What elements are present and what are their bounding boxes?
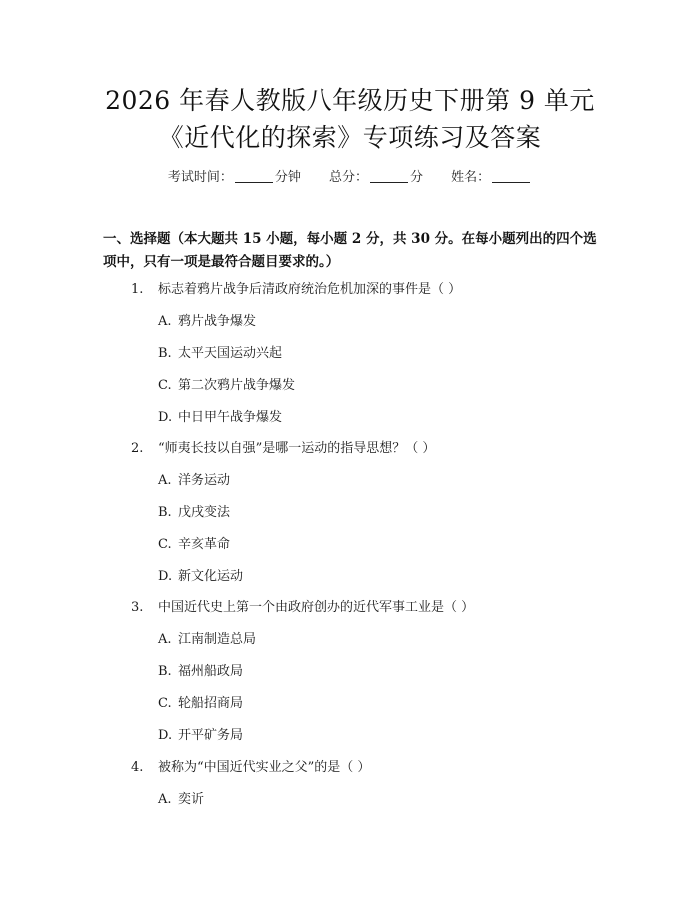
- question-2-option-d: [158, 568, 243, 586]
- option-text: 新文化运动: [178, 569, 244, 584]
- question-2: [131, 440, 435, 458]
- question-2-option-b: [158, 504, 230, 522]
- option-text: 开平矿务局: [178, 728, 244, 743]
- option-letter: D.: [158, 728, 173, 743]
- option-letter: A.: [158, 473, 172, 488]
- question-text: 被称为“中国近代实业之父”的是（ ）: [158, 760, 371, 775]
- option-letter: B.: [158, 505, 172, 520]
- question-3-option-a: [158, 631, 256, 649]
- question-1-option-d: [158, 409, 282, 427]
- option-letter: B.: [158, 346, 172, 361]
- question-number: 2.: [131, 441, 144, 456]
- exam-meta-row: [0, 169, 700, 187]
- student-name-label: 姓名：: [451, 170, 491, 185]
- question-number: 4.: [131, 760, 144, 775]
- question-1-option-b: [158, 345, 282, 363]
- section-heading-line2: 项中，只有一项是最符合题目要求的。）: [103, 254, 340, 270]
- option-letter: A.: [158, 314, 172, 329]
- question-4-option-a: [158, 791, 204, 809]
- question-3-option-c: [158, 695, 243, 713]
- option-text: 第二次鸦片战争爆发: [178, 378, 296, 393]
- option-text: 鸦片战争爆发: [178, 314, 257, 329]
- total-score-unit: 分: [410, 170, 424, 185]
- exam-time-field: [168, 169, 301, 187]
- option-letter: D.: [158, 410, 173, 425]
- question-number: 3.: [131, 600, 144, 615]
- document-title-line2: 《近代化的探索》专项练习及答案: [158, 123, 542, 152]
- option-text: 戊戌变法: [178, 505, 231, 520]
- document-title-line1: 2026 年春人教版八年级历史下册第 9 单元: [105, 86, 595, 115]
- total-score-blank: [370, 169, 408, 183]
- option-text: 辛亥革命: [178, 537, 231, 552]
- option-text: 福州船政局: [178, 664, 244, 679]
- option-text: 中日甲午战争爆发: [178, 410, 283, 425]
- question-2-option-a: [158, 472, 230, 490]
- question-3: [131, 599, 474, 617]
- option-text: 洋务运动: [178, 473, 231, 488]
- question-text: 标志着鸦片战争后清政府统治危机加深的事件是（ ）: [158, 282, 462, 297]
- question-1-option-c: [158, 377, 295, 395]
- question-1-option-a: [158, 313, 256, 331]
- question-2-option-c: [158, 536, 230, 554]
- option-letter: B.: [158, 664, 172, 679]
- student-name-blank: [492, 169, 530, 183]
- question-text: 中国近代史上第一个由政府创办的近代军事工业是（ ）: [158, 600, 475, 615]
- option-letter: A.: [158, 792, 172, 807]
- exam-time-label: 考试时间：: [167, 170, 233, 185]
- question-4: [131, 759, 370, 777]
- question-text: “师夷长技以自强”是哪一运动的指导思想？（ ）: [158, 441, 436, 456]
- option-text: 太平天国运动兴起: [178, 346, 283, 361]
- exam-time-unit: 分钟: [274, 170, 301, 185]
- question-3-option-b: [158, 663, 243, 681]
- section-heading: [103, 228, 603, 274]
- student-name-field: [451, 169, 532, 187]
- option-text: 奕䜣: [178, 792, 205, 807]
- option-letter: D.: [158, 569, 173, 584]
- question-number: 1.: [131, 282, 144, 297]
- option-text: 江南制造总局: [178, 632, 257, 647]
- section-heading-line1: 一、选择题（本大题共 15 小题，每小题 2 分，共 30 分。在每小题列出的四个选: [103, 231, 597, 247]
- option-letter: C.: [158, 537, 172, 552]
- option-letter: C.: [158, 378, 172, 393]
- option-letter: A.: [158, 632, 172, 647]
- exam-time-blank: [235, 169, 273, 183]
- option-letter: C.: [158, 696, 172, 711]
- question-1: [131, 281, 461, 299]
- question-3-option-d: [158, 727, 243, 745]
- option-text: 轮船招商局: [178, 696, 244, 711]
- total-score-field: [329, 169, 423, 187]
- total-score-label: 总分：: [328, 170, 368, 185]
